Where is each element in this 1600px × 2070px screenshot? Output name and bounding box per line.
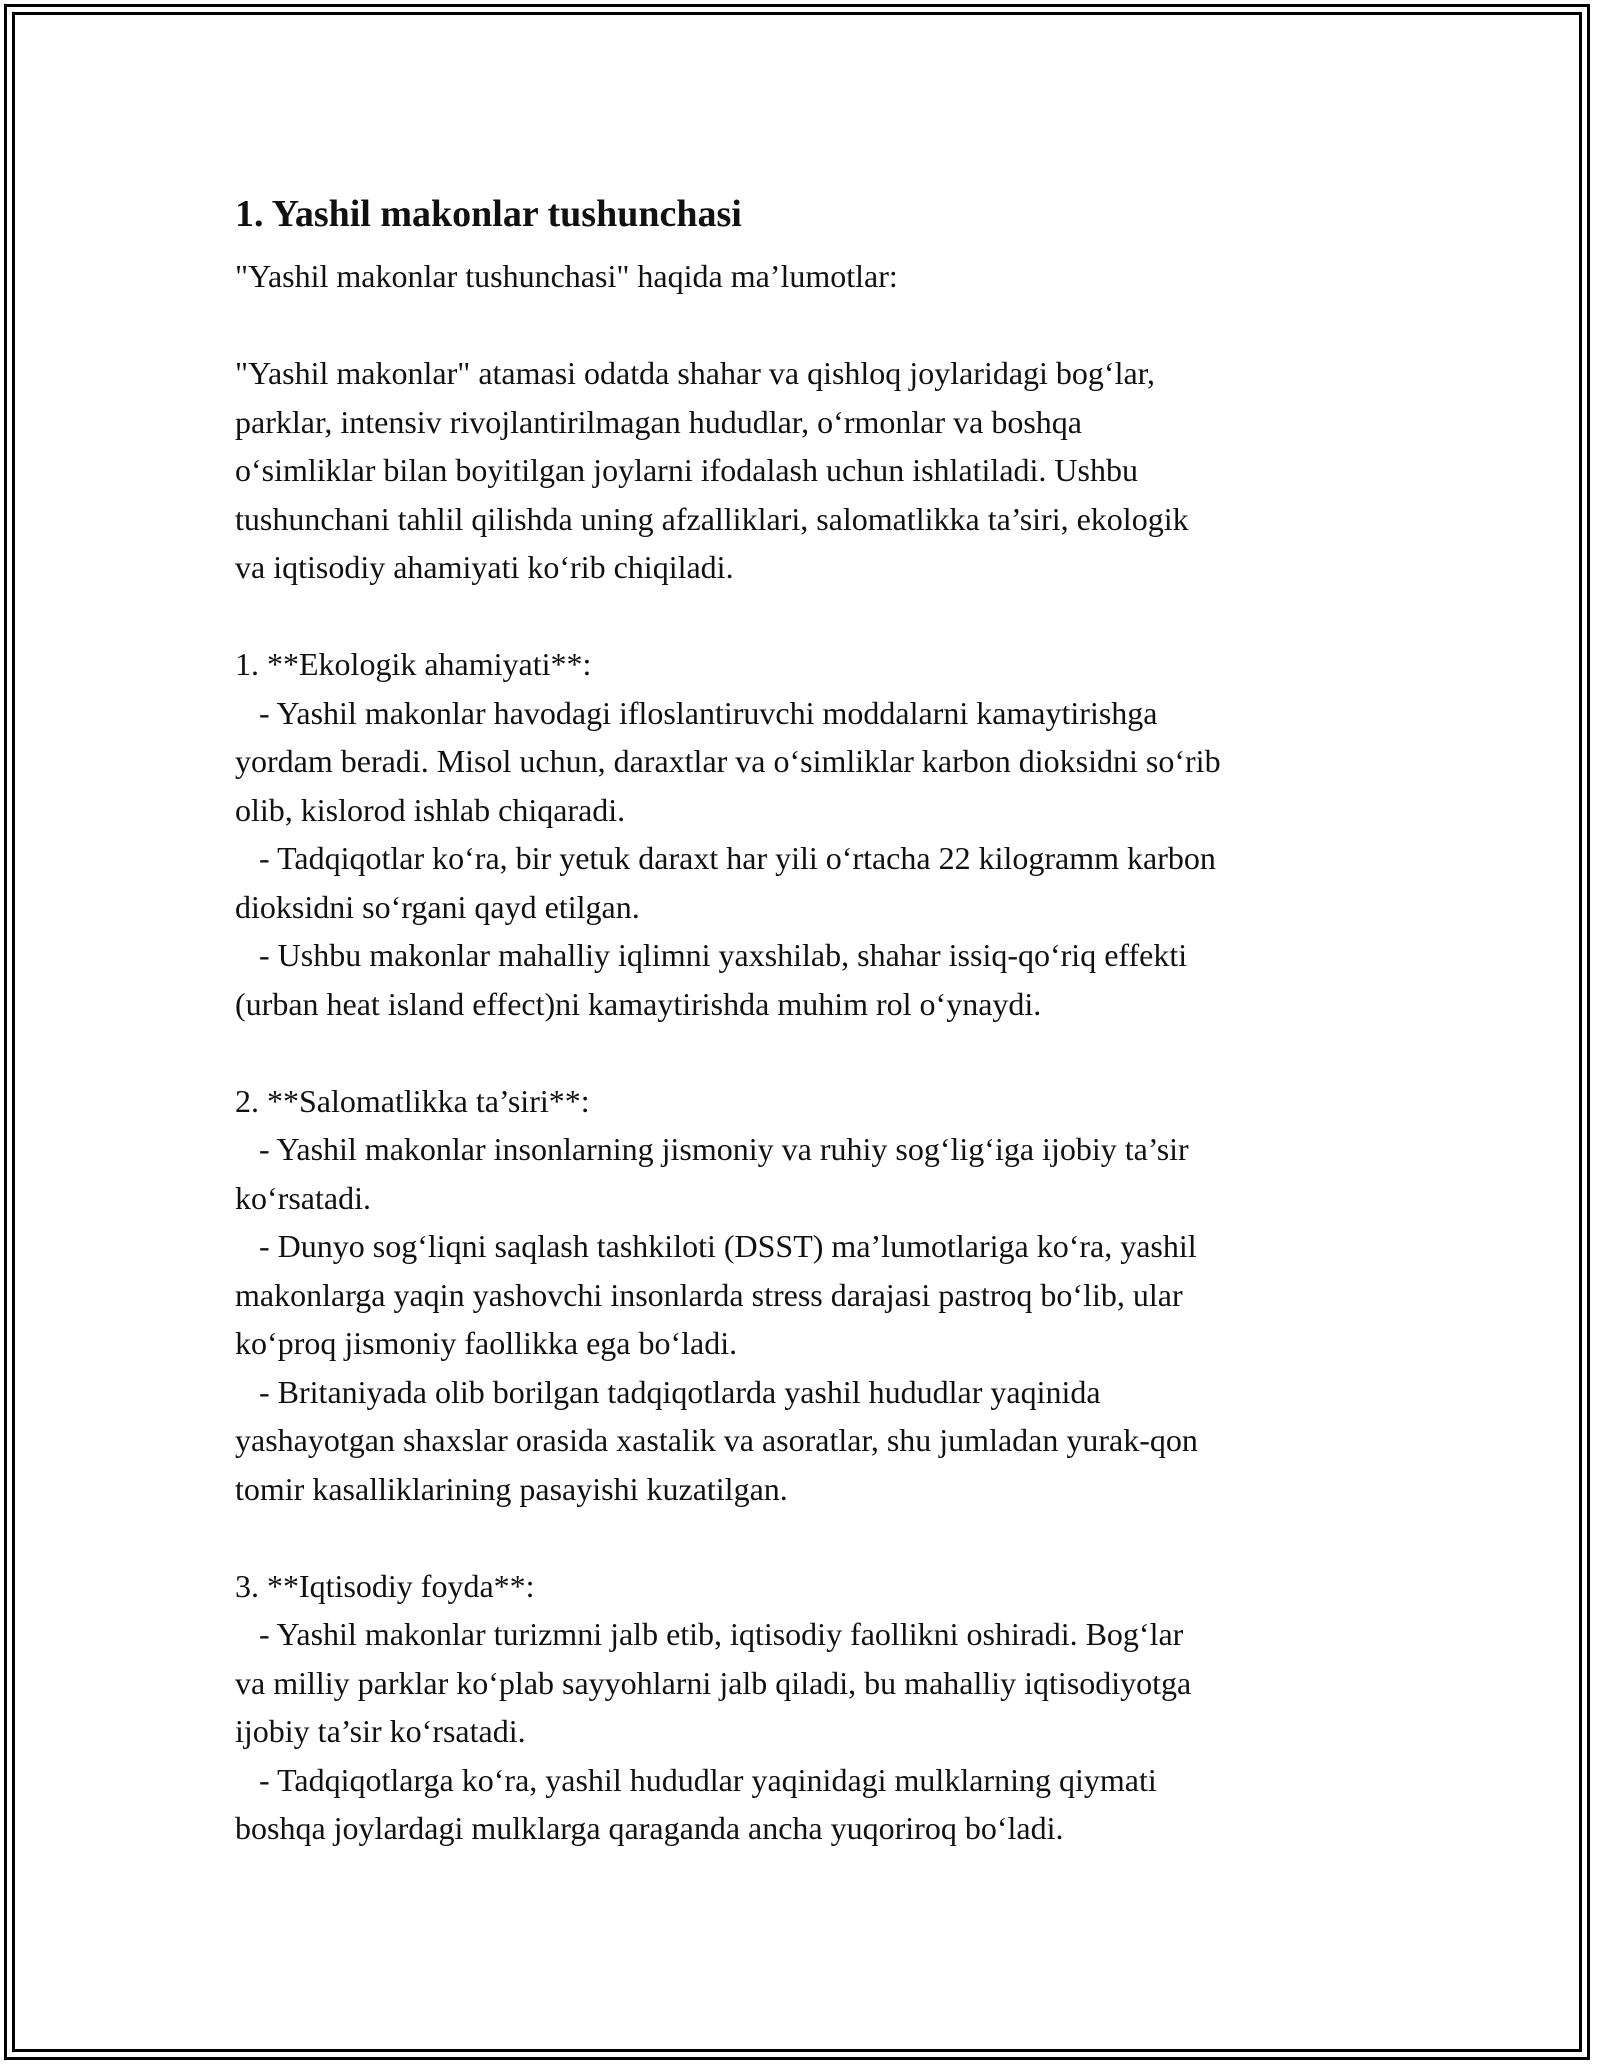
- spacer: [235, 1028, 1375, 1077]
- section-health: 2. **Salomatlikka ta’siri**: - Yashil makonlar insonlarning jismoniy va ruhiy sog‘lig‘iga ijobiy ta’sir ko‘rsatadi. - Dunyo sog‘liqni saqlash tashkiloti (DSST) ma’lumotlariga ko‘ra, yashil makonlarga yaqin yashovchi insonlarda stress darajasi pastroq bo‘lib, ular ko‘proq jismoniy faollikka ega bo‘ladi. - Britaniyada olib borilgan tadqiqotlarda yashil hududlar yaqinida yashayotgan shaxslar orasida xastalik va asoratlar, shu jumladan yurak-qon tomir kasalliklarining pasayishi kuzatilgan.: [235, 1082, 1198, 1507]
- section-heading: 1. Yashil makonlar tushunchasi: [235, 193, 742, 235]
- section-economic: 3. **Iqtisodiy foyda**: - Yashil makonlar turizmni jalb etib, iqtisodiy faollikni oshiradi. Bog‘lar va milliy parklar ko‘plab sayyohlarni jalb qiladi, bu mahalliy iqtisodiyotga ijobiy ta’sir ko‘rsatadi. - Tadqiqotlarga ko‘ra, yashil hududlar yaqinidagi mulklarning qiymati boshqa joylardagi mulklarga qaraganda ancha yuqoriroq bo‘ladi.: [235, 1567, 1192, 1846]
- paragraph-definition: "Yashil makonlar" atamasi odatda shahar va qishloq joylaridagi bog‘lar, parklar, intensiv rivojlantirilmagan hududlar, o‘rmonlar va boshqa o‘simliklar bilan boyitilgan joylarni ifodalash uchun ishlatiladi. Ushbu tushunchani tahlil qilishda uning afzalliklari, salomatlikka ta’siri, ekologik va iqtisodiy ahamiyati ko‘rib chiqiladi.: [235, 355, 1189, 585]
- intro-line: "Yashil makonlar tushunchasi" haqida ma’lumotlar:: [235, 258, 898, 294]
- section-ecological: 1. **Ekologik ahamiyati**: - Yashil makonlar havodagi ifloslantiruvchi moddalarni kamaytirishga yordam beradi. Misol uchun, daraxtlar va o‘simliklar karbon dioksidni so‘rib olib, kislorod ishlab chiqaradi. - Tadqiqotlar ko‘ra, bir yetuk daraxt har yili o‘rtacha 22 kilogramm karbon dioksidni so‘rgani qayd etilgan. - Ushbu makonlar mahalliy iqlimni yaxshilab, shahar issiq-qo‘riq effekti (urban heat island effect)ni kamaytirishda muhim rol o‘ynaydi.: [235, 646, 1221, 1022]
- spacer: [235, 592, 1375, 641]
- spacer: [235, 1513, 1375, 1562]
- spacer: [235, 301, 1375, 350]
- document-body: [235, 188, 1375, 1853]
